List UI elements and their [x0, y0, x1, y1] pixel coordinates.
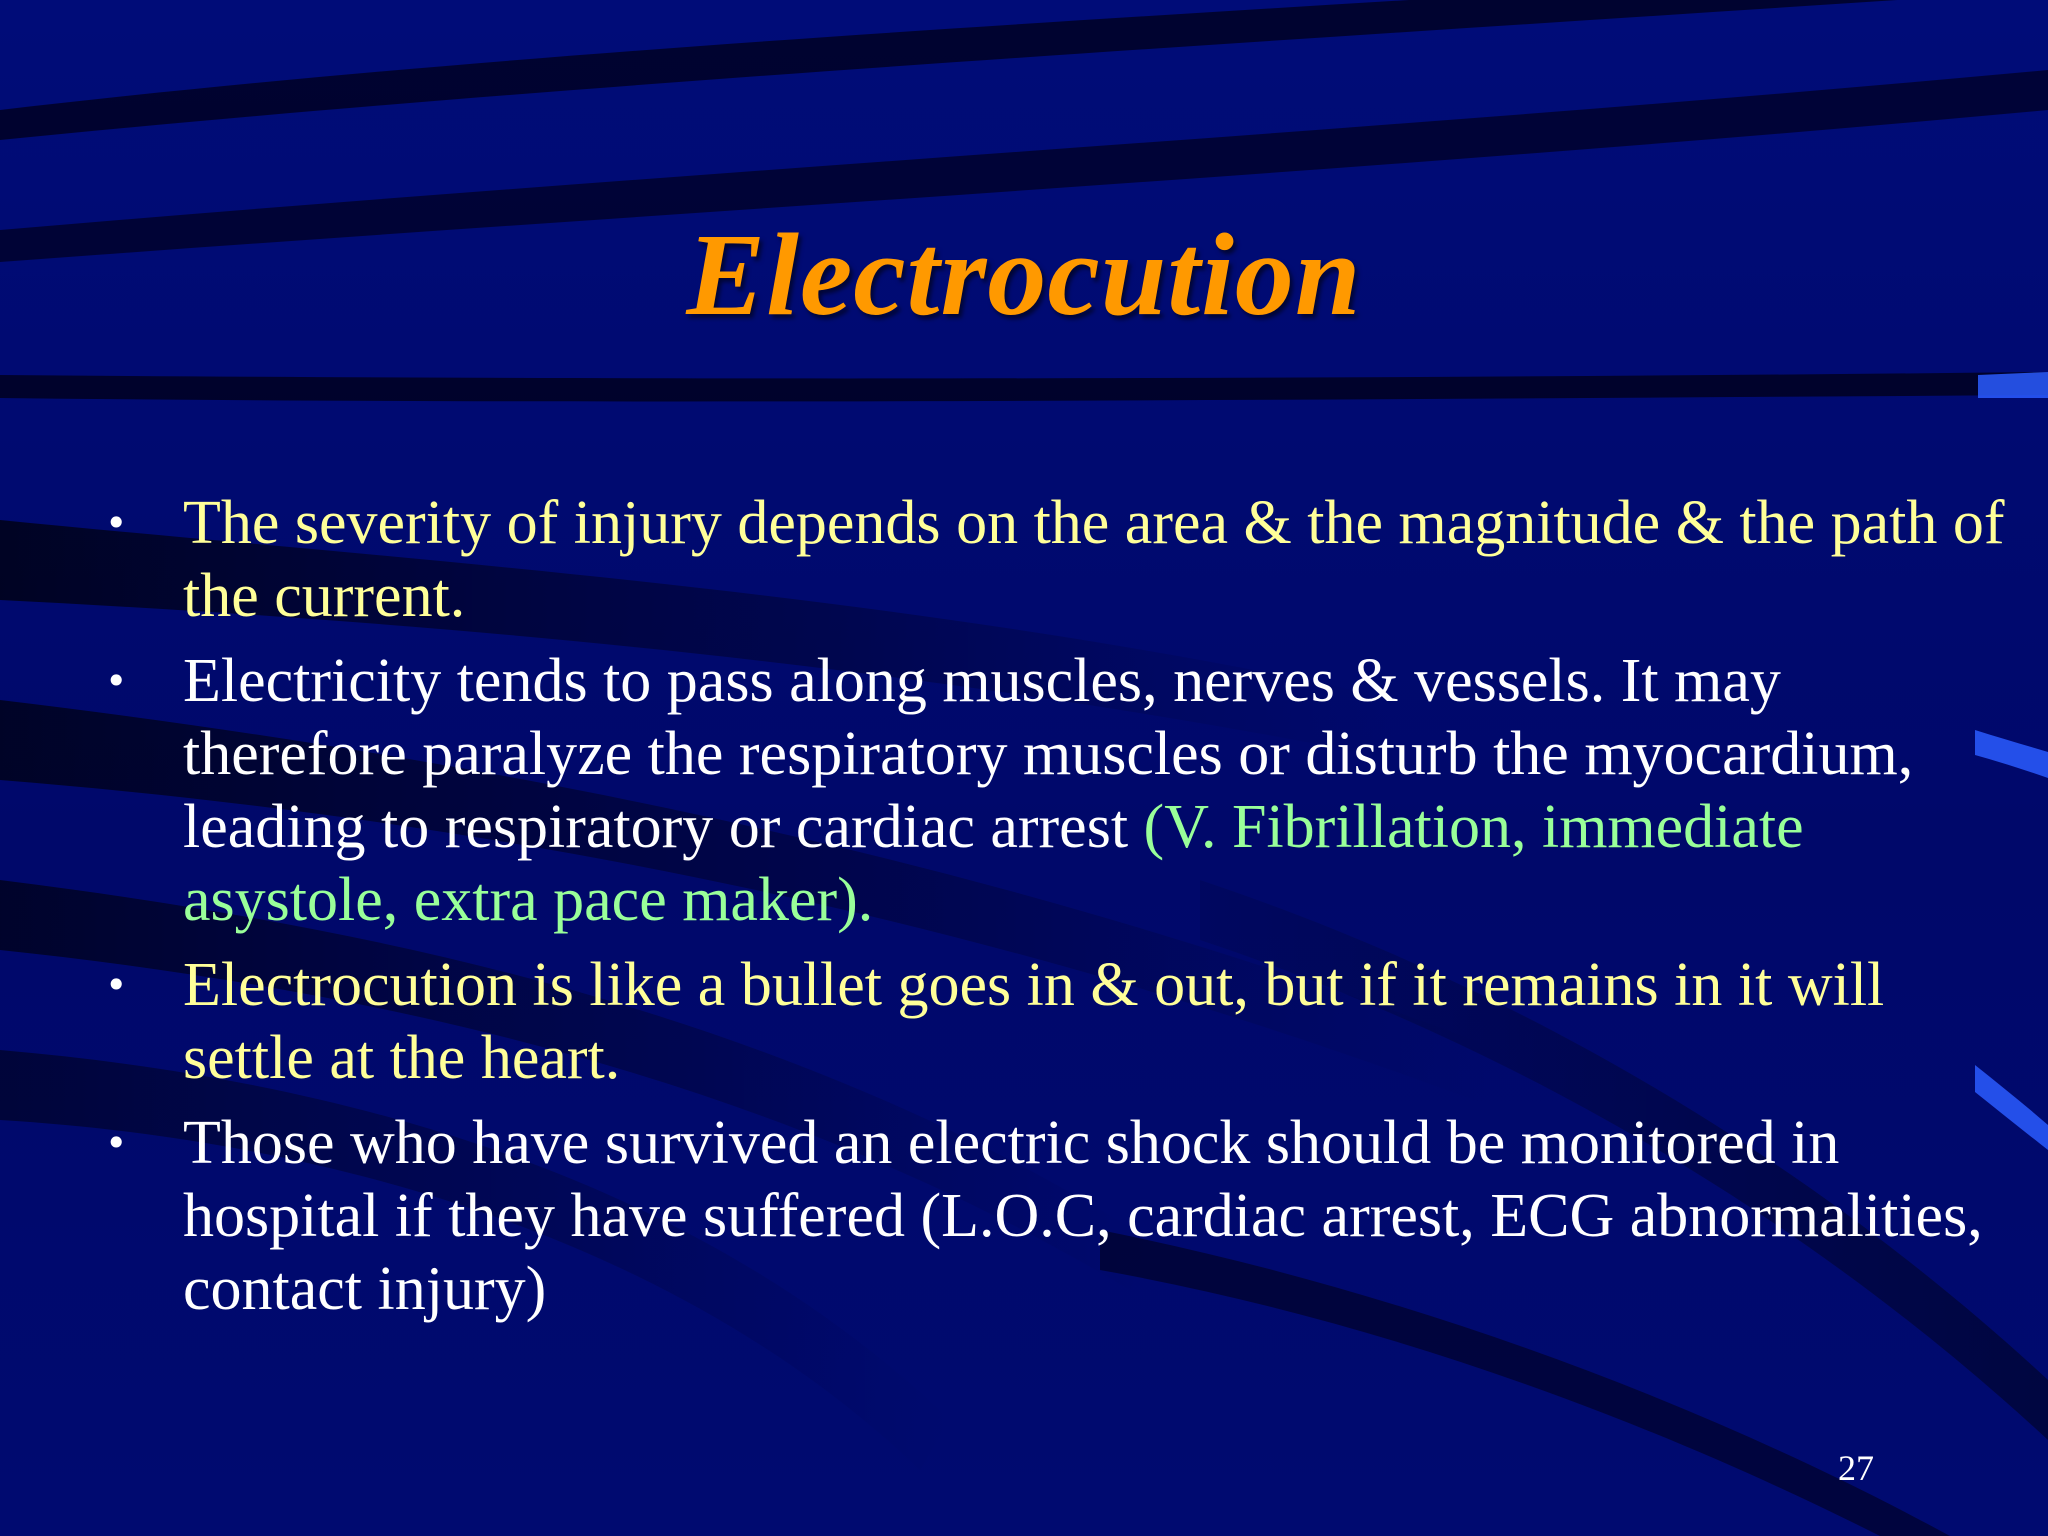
slide-number: 27: [1838, 1448, 1874, 1488]
slide-title: Electrocution: [686, 209, 1362, 340]
bullet-item: [105, 487, 2005, 633]
bullet-text: Electricity tends to pass along muscles, nerves & vessels. It may therefore paralyze the respiratory muscles or disturb the myocardium, leading to respiratory or cardiac arrest: [183, 647, 1914, 861]
bullet-text: Those who have survived an electric shock should be monitored in hospital if they have suffered (L.O.C, cardiac arrest, ECG abnormalities, contact injury): [183, 1109, 1983, 1323]
bullet-item: [105, 645, 2005, 937]
bullet-list: [105, 487, 2005, 1338]
bullet-dot-icon: •: [105, 1121, 128, 1165]
bullet-dot-icon: •: [105, 501, 128, 545]
bullet-text: The severity of injury depends on the area & the magnitude & the path of the current.: [183, 489, 2005, 630]
bullet-highlight-text: (V. Fibrillation, immediate asystole, extra pace maker).: [183, 793, 1804, 934]
bullet-item: [105, 1107, 2005, 1326]
bullet-dot-icon: •: [105, 963, 128, 1007]
bullet-text: Electrocution is like a bullet goes in & out, but if it remains in it will settle at the heart.: [183, 951, 1885, 1092]
bullet-item: [105, 949, 2005, 1095]
bullet-dot-icon: •: [105, 659, 128, 703]
